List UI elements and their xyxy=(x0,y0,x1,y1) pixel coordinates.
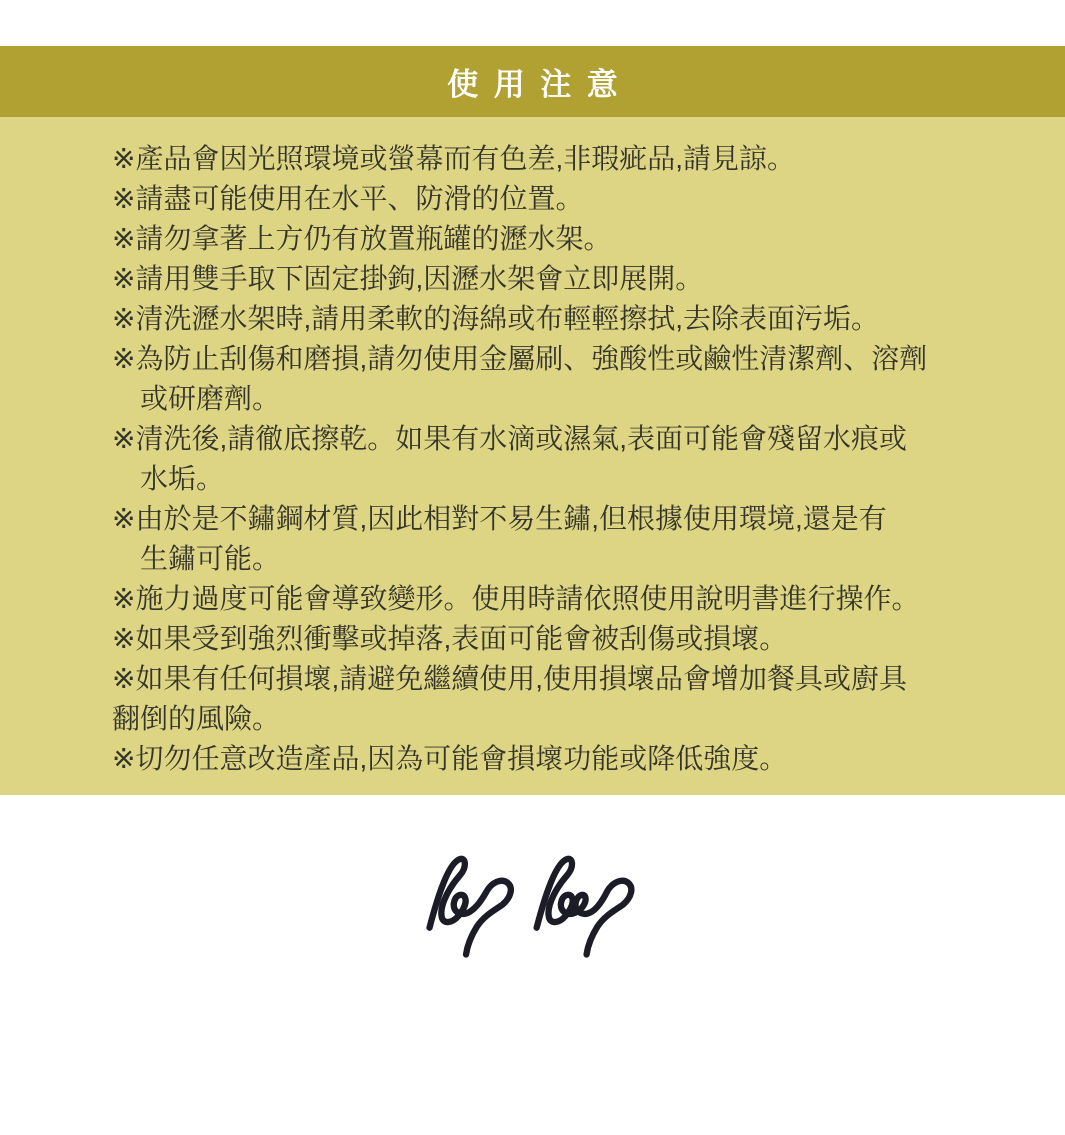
notice-line: ※如果有任何損壞,請避免繼續使用,使用損壞品會增加餐具或廚具 xyxy=(112,663,908,694)
notice-header xyxy=(0,46,1065,117)
lop-loop-logo-icon xyxy=(417,851,649,963)
notice-line: ※切勿任意改造產品,因為可能會損壞功能或降低強度。 xyxy=(112,743,788,774)
notice-line: ※清洗後,請徹底擦乾。如果有水滴或濕氣,表面可能會殘留水痕或 xyxy=(112,423,908,454)
notice-line: 或研磨劑。 xyxy=(140,383,281,414)
notice-line: ※如果受到強烈衝擊或掉落,表面可能會被刮傷或損壞。 xyxy=(112,623,788,654)
notice-line: 翻倒的風險。 xyxy=(112,703,281,734)
notice-line: ※由於是不鏽鋼材質,因此相對不易生鏽,但根據使用環境,還是有 xyxy=(112,503,887,534)
notice-line: ※清洗瀝水架時,請用柔軟的海綿或布輕輕擦拭,去除表面污垢。 xyxy=(112,303,880,334)
notice-line: 水垢。 xyxy=(140,463,225,494)
notice-line: 生鏽可能。 xyxy=(140,543,281,574)
notice-line: ※請勿拿著上方仍有放置瓶罐的瀝水架。 xyxy=(112,223,612,254)
notice-line: ※產品會因光照環境或螢幕而有色差,非瑕疵品,請見諒。 xyxy=(112,143,796,174)
notice-panel xyxy=(0,117,1065,795)
notice-line: ※請用雙手取下固定掛鉤,因瀝水架會立即展開。 xyxy=(112,263,704,294)
notice-line: ※施力過度可能會導致變形。使用時請依照使用說明書進行操作。 xyxy=(112,583,920,614)
top-white-strip xyxy=(0,0,1065,46)
page-title: 使用注意 xyxy=(447,67,634,102)
notice-line: ※為防止刮傷和磨損,請勿使用金屬刷、強酸性或鹼性清潔劑、溶劑 xyxy=(112,343,928,374)
brand-logo xyxy=(0,851,1065,963)
notice-line: ※請盡可能使用在水平、防滑的位置。 xyxy=(112,183,584,214)
